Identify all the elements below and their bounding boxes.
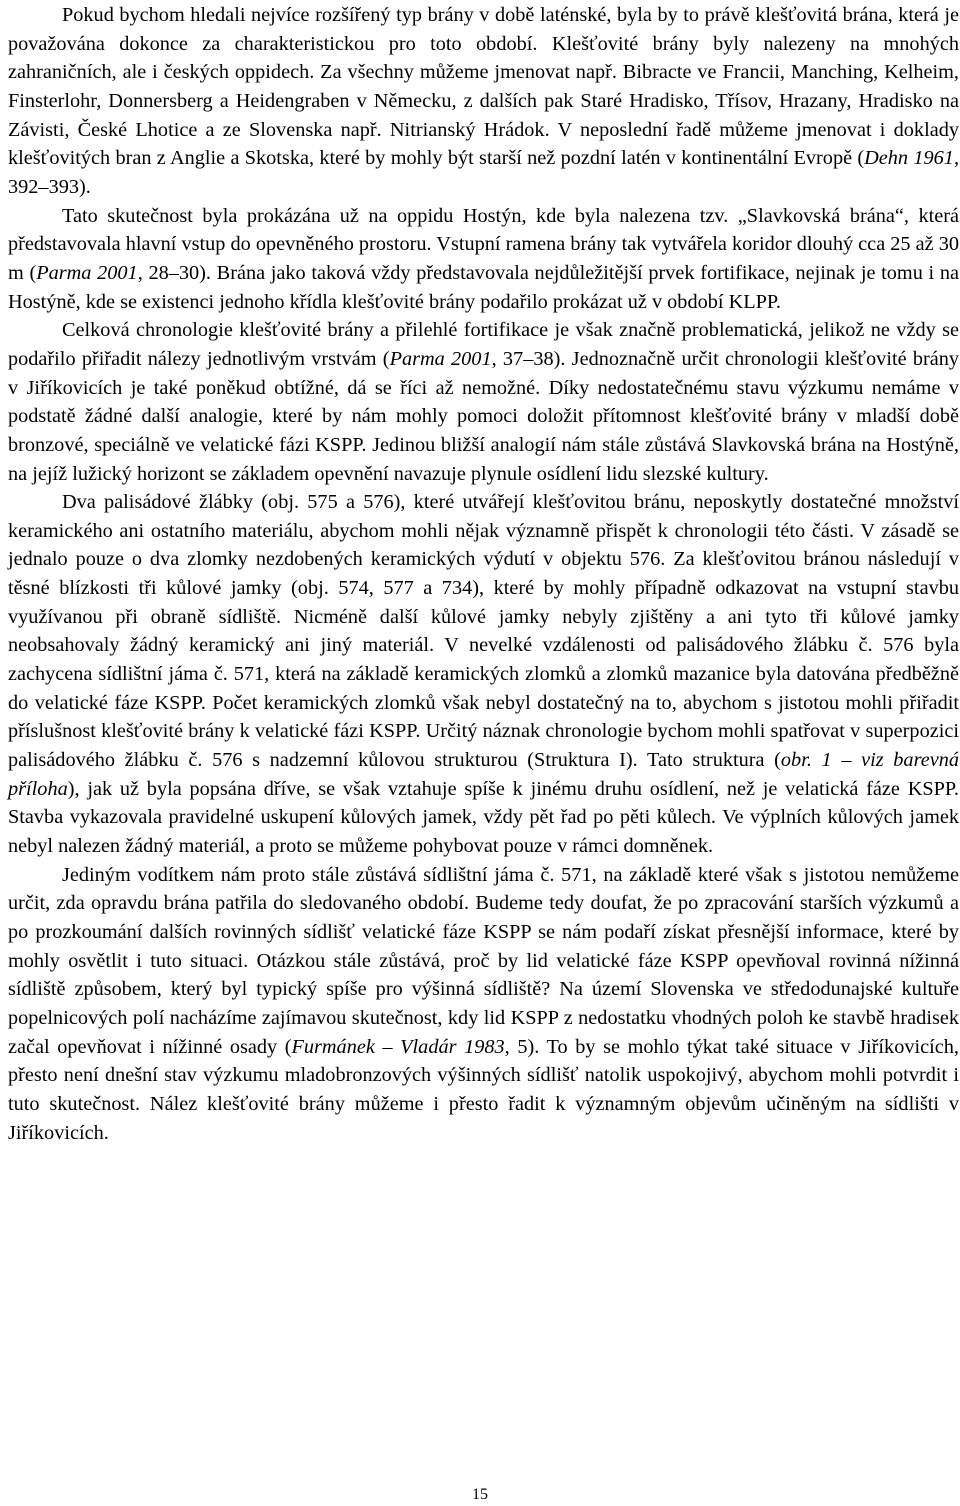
paragraph-4: Dva palisádové žlábky (obj. 575 a 576), které utvářejí klešťovitou bránu, neposkytly dostatečné množství keramického ani ostatního materiálu, abychom mohli nějak významně přispět k chronologii této části. V zásadě se jednalo pouze o dva zlomky nezdobených keramických výdutí v objektu 576. Za klešťovitou bránou následují v těsné blízkosti tři kůlové jamky (obj. 574, 577 a 734), které by mohly případně odkazovat na vstupní stavbu využívanou při obraně sídliště. Nicméně další kůlové jamky nebyly zjištěny a ani tyto tři kůlové jamky neobsahovaly žádný keramický ani jiný materiál. V nevelké vzdálenosti od palisádového žlábku č. 576 byla zachycena sídlištní jáma č. 571, která na základě keramických zlomků a zlomků mazanice byla datována předběžně do velatické fáze KSPP. Počet keramických zlomků však nebyl dostatečný na to, abychom s jistotou mohli přiřadit příslušnost klešťovité brány k velatické fázi KSPP. Určitý náznak chronologie bychom mohli spatřovat v superpozici palisádového žlábku č. 576 s nadzemní kůlovou strukturou (Struktura I). Tato struktura (obr. 1 – viz barevná příloha), jak už byla popsána dříve, se však vztahuje spíše k jinému druhu osídlení, než je velatická fáze KSPP. Stavba vykazovala pravidelné uskupení kůlových jamek, vždy pět řad po pěti kůlech. Ve výplních kůlových jamek nebyl nalezen žádný materiál, a proto se můžeme pohybovat pouze v rámci domněnek. (8, 491, 959, 858)
body-text (8, 1, 959, 1147)
paragraph-1: Pokud bychom hledali nejvíce rozšířený typ brány v době laténské, byla by to právě klešťovitá brána, která je považována dokonce za charakteristickou pro toto období. Klešťovité brány byly nalezeny na mnohých zahraničních, ale i českých oppidech. Za všechny můžeme jmenovat např. Bibracte ve Francii, Manching, Kelheim, Finsterlohr, Donnersberg a Heidengraben v Německu, z dalších pak Staré Hradisko, Třísov, Hrazany, Hradisko na Závisti, České Lhotice a ze Slovenska např. Nitrianský Hrádok. V neposlední řadě můžeme jmenovat i doklady klešťovitých bran z Anglie a Skotska, které by mohly být starší než pozdní latén v kontinentální Evropě (Dehn 1961, 392–393). (8, 4, 960, 198)
paragraph-3: Celková chronologie klešťovité brány a přilehlé fortifikace je však značně problematická, jelikož ne vždy se podařilo přiřadit nálezy jednotlivým vrstvám (Parma 2001, 37–38). Jednoznačně určit chronologii klešťovité brány v Jiříkovicích je také poněkud obtížné, dá se říci až nemožné. Díky nedostatečnému stavu výzkumu nemáme v podstatě žádné další analogie, které by nám mohly pomoci doložit přítomnost klešťovité brány v mladší době bronzové, speciálně ve velatické fázi KSPP. Jedinou bližší analogií nám stále zůstává Slavkovská brána na Hostýně, na jejíž lužický horizont se základem opevnění navazuje plynule osídlení lidu slezské kultury. (8, 319, 960, 485)
paragraph-2: Tato skutečnost byla prokázána už na oppidu Hostýn, kde byla nalezena tzv. „Slavkovská brána“, která představovala hlavní vstup do opevněného prostoru. Vstupní ramena brány tak vytvářela koridor dlouhý cca 25 až 30 m (Parma 2001, 28–30). Brána jako taková vždy představovala nejdůležitější prvek fortifikace, nejinak je tomu i na Hostýně, kde se existenci jednoho křídla klešťovité brány podařilo prokázat už v období KLPP. (8, 204, 959, 313)
page-number: 15 (472, 1486, 488, 1503)
paragraph-5: Jediným vodítkem nám proto stále zůstává sídlištní jáma č. 571, na základě které však s jistotou nemůžeme určit, zda opravdu brána patřila do sledovaného období. Budeme tedy doufat, že po zpracování starších výzkumů a po prozkoumání dalších rovinných sídlišť velatické fáze KSPP se nám podaří získat přesnější informace, které by mohly osvětlit i tuto situaci. Otázkou stále zůstává, proč by lid velatické fáze KSPP opevňoval rovinná nížinná sídliště způsobem, který byl typický spíše pro výšinná sídliště? Na území Slovenska ve středodunajské kultuře popelnicových polí nacházíme zajímavou skutečnost, kdy lid KSPP z nedostatku vhodných poloh ke stavbě hradisek začal opevňovat i nížinné osady (Furmánek – Vladár 1983, 5). To by se mohlo týkat také situace v Jiříkovicích, přesto není dnešní stav výzkumu mladobronzových výšinných sídlišť natolik uspokojivý, abychom mohli potvrdit i tuto skutečnost. Nález klešťovité brány můžeme i přesto řadit k významným objevům učiněným na sídlišti v Jiříkovicích. (8, 863, 959, 1144)
